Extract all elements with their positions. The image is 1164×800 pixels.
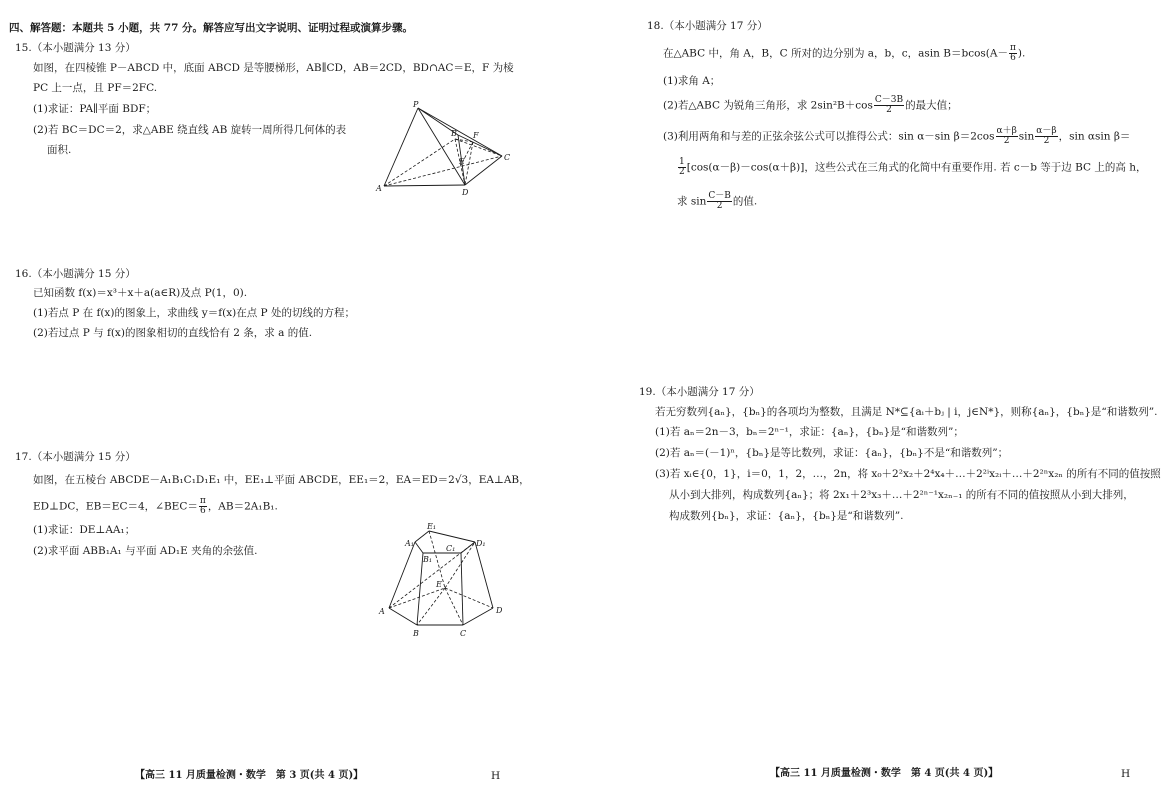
label-B1: B₁ xyxy=(423,555,433,564)
q15-header: 15.（本小题满分 13 分） xyxy=(15,42,136,54)
label-C1: C₁ xyxy=(446,544,456,553)
angle-den: 6 xyxy=(199,506,206,516)
q19-header: 19.（本小题满分 17 分） xyxy=(639,386,760,398)
q15-part1: (1)求证：PA∥平面 BDF； xyxy=(33,103,157,115)
q18-part3-line2-frac-den: 2 xyxy=(679,167,685,177)
angle-fraction xyxy=(199,497,207,516)
label-E: E xyxy=(459,157,465,166)
q18-stem xyxy=(663,44,1025,63)
q19-part3-line3: 构成数列{bₙ}，求证：{aₙ}，{bₙ}是“和谐数列”. xyxy=(669,510,904,522)
q18-part3-line3-frac-num: C－B xyxy=(708,191,731,201)
q18-part3-frac2-den: 2 xyxy=(1043,136,1050,146)
q16-stem: 已知函数 f(x)＝x³＋x＋a(a∈R)及点 P(1，0). xyxy=(33,287,248,299)
label-C: C xyxy=(504,153,511,162)
q18-part3-pre: (3)利用两角和与差的正弦余弦公式可以推得公式：sin α－sin β＝2cos xyxy=(663,130,995,143)
q18-part2-fraction xyxy=(874,96,904,115)
q18-part3-line3 xyxy=(677,192,757,211)
pyramid-figure xyxy=(375,98,515,198)
q18-part3-frac1-den: 2 xyxy=(1003,136,1010,146)
q18-part2-pre: (2)若△ABC 为锐角三角形，求 2sin²B＋cos xyxy=(663,99,873,112)
left-footer: 【高三 11 月质量检测・数学 第 3 页(共 4 页)】 xyxy=(135,770,364,781)
label-A: A xyxy=(379,607,385,616)
q18-part3-frac2 xyxy=(1035,127,1057,146)
left-footer-mark: H xyxy=(491,770,501,782)
q18-part2-frac-den: 2 xyxy=(886,105,892,115)
q18-stem-frac-num: π xyxy=(1009,43,1016,53)
q15-stem-line1: 如图，在四棱锥 P－ABCD 中，底面 ABCD 是等腰梯形，AB∥CD，AB＝2CD，BD∩AC＝E，F 为棱 xyxy=(33,62,514,74)
q18-part3-line3-frac-den: 2 xyxy=(716,201,723,211)
q19-part3-line2: 从小到大排列，构成数列{aₙ}；将 2x₁＋2³x₃＋…＋2²ⁿ⁻¹x₂ₙ₋₁ 的所有不同的值按照从小到大排列， xyxy=(669,489,1134,501)
q18-part1: (1)求角 A； xyxy=(663,75,721,87)
q18-part3-post: ，sin αsin β＝ xyxy=(1058,130,1131,143)
label-E1: E₁ xyxy=(427,522,437,531)
q18-part3-line3-pre: 求 sin xyxy=(677,195,707,208)
label-D: D xyxy=(462,188,469,197)
q15-part2-line1: (2)若 BC＝DC＝2，求△ABE 绕直线 AB 旋转一周所得几何体的表 xyxy=(33,124,347,136)
label-D1: D₁ xyxy=(476,539,486,548)
label-A: A xyxy=(376,184,382,193)
q18-part2-frac-num: C－3B xyxy=(874,95,904,105)
q19-part3-line1: (3)若 xᵢ∈{0，1}，i＝0，1，2，…，2n，将 x₀＋2²x₂＋2⁴x₄＋…＋2²ⁱx₂ᵢ＋…＋2²ⁿx₂ₙ 的所有不同的值按照 xyxy=(655,468,1161,480)
q16-part1: (1)若点 P 在 f(x)的图象上，求曲线 y＝f(x)在点 P 处的切线的方程； xyxy=(33,307,355,319)
q19-part1: (1)若 aₙ＝2n－3，bₙ＝2ⁿ⁻¹，求证：{aₙ}，{bₙ}是“和谐数列”； xyxy=(655,426,964,438)
q18-header: 18.（本小题满分 17 分） xyxy=(647,20,768,32)
q17-stem-line2-post: ，AB＝2A₁B₁. xyxy=(207,500,278,513)
q18-stem-paren-open: (A－ xyxy=(985,47,1008,60)
q18-part3-frac1-num: α＋β xyxy=(996,126,1017,136)
q17-stem-line1: 如图，在五棱台 ABCDE－A₁B₁C₁D₁E₁ 中，EE₁⊥平面 ABCDE，EE₁＝2，EA＝ED＝2√3，EA⊥AB， xyxy=(33,474,530,486)
label-P: P xyxy=(413,100,419,109)
q18-stem-fraction xyxy=(1009,44,1017,63)
label-D: D xyxy=(496,606,503,615)
angle-num: π xyxy=(199,496,206,506)
q17-stem-line2 xyxy=(33,497,278,516)
label-A1: A₁ xyxy=(405,539,414,548)
q18-part3-line2 xyxy=(677,158,1147,177)
q15-part2-line2: 面积. xyxy=(47,144,72,156)
q18-part3-frac1 xyxy=(996,127,1018,146)
q17-header: 17.（本小题满分 15 分） xyxy=(15,451,136,463)
label-B: B xyxy=(451,129,457,138)
q19-stem: 若无穷数列{aₙ}，{bₙ}的各项均为整数，且满足 N*⊆{aᵢ＋bⱼ | i，j∈N*}，则称{aₙ}，{bₙ}是“和谐数列”. xyxy=(655,406,1158,418)
q18-part3-line2-fraction xyxy=(678,158,686,177)
q18-part3-frac2-num: α－β xyxy=(1036,126,1057,136)
q17-part1: (1)求证：DE⊥AA₁； xyxy=(33,524,136,536)
q19-part2: (2)若 aₙ＝(－1)ⁿ，{bₙ}是等比数列，求证：{aₙ}，{bₙ}不是“和谐数列”； xyxy=(655,447,1009,459)
section-title: 四、解答题：本题共 5 小题，共 77 分。解答应写出文字说明、证明过程或演算步骤。 xyxy=(9,22,414,34)
q18-part3-line2-text: [cos(α－β)－cos(α＋β)]，这些公式在三角式的化简中有重要作用. 若 c－b 等于边 BC 上的高 h， xyxy=(686,161,1147,174)
right-footer-mark: H xyxy=(1121,768,1131,780)
q15-stem-line2: PC 上一点，且 PF＝2FC. xyxy=(33,82,158,94)
q17-stem-line2-pre: ED⊥DC，EB＝EC＝4，∠BEC＝ xyxy=(33,500,198,513)
q18-part2-post: 的最大值； xyxy=(905,99,958,112)
q17-part2: (2)求平面 ABB₁A₁ 与平面 AD₁E 夹角的余弦值. xyxy=(33,545,258,557)
frustum-figure xyxy=(375,520,515,640)
q18-part3-line3-fraction xyxy=(707,192,732,211)
q18-stem-pre: 在△ABC 中，角 A，B，C 所对的边分别为 a，b，c，asin B＝bcos xyxy=(663,47,986,60)
q18-stem-frac-den: 6 xyxy=(1010,53,1016,63)
q18-part3-line1 xyxy=(663,127,1130,146)
q16-header: 16.（本小题满分 15 分） xyxy=(15,268,136,280)
q18-part3-mid: sin xyxy=(1018,130,1035,143)
label-E: E xyxy=(436,580,442,589)
q18-part3-line3-post: 的值. xyxy=(732,195,758,208)
right-footer: 【高三 11 月质量检测・数学 第 4 页(共 4 页)】 xyxy=(770,768,999,779)
q16-part2: (2)若过点 P 与 f(x)的图象相切的直线恰有 2 条，求 a 的值. xyxy=(33,327,313,339)
label-B: B xyxy=(413,629,419,638)
label-C: C xyxy=(460,629,467,638)
q18-part3-line2-frac-num: 1 xyxy=(679,157,685,167)
q18-part2 xyxy=(663,96,958,115)
label-F: F xyxy=(473,131,479,140)
q18-stem-paren-close: ). xyxy=(1017,47,1026,60)
